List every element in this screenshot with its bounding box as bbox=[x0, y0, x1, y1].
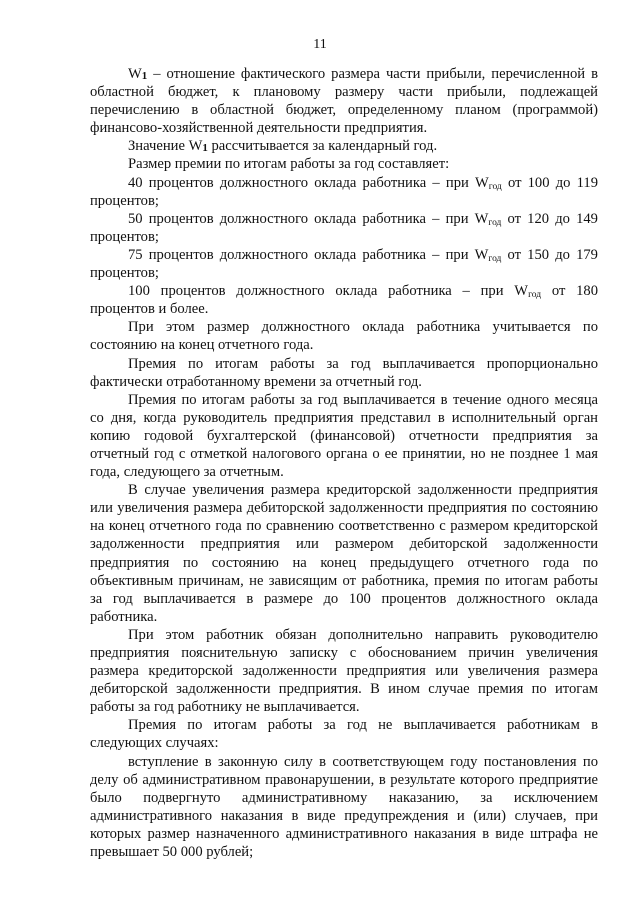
paragraph-explanatory-note: При этом работник обязан дополнительно направить руководителю предприятия пояснительную записку с обоснованием причин увеличения размера кредиторской задолженности предприятия или увеличения размера дебиторской задолженности предприятия. В ином случае премия по итогам работы за год работнику не выплачивается. bbox=[90, 626, 598, 716]
paragraph-bonus-40: 40 процентов должностного оклада работника – при $W_{год}$ от 100 до 119 процентов; bbox=[90, 174, 598, 209]
paragraph-not-paid-intro: Премия по итогам работы за год не выплачивается работникам в следующих случаях: bbox=[90, 717, 598, 752]
paragraph-bonus-intro: Размер премии по итогам работы за год составляет: bbox=[128, 156, 450, 173]
paragraph-payment-term: Премия по итогам работы за год выплачивается в течение одного месяца со дня, когда руководитель предприятия представил в исполнительный орган копию годовой бухгалтерской (финансовой) отчетности предприятия за отчетный год с отметкой налогового органа о ее принятии, но не позднее 1 мая года, следующего за отчетным. bbox=[90, 391, 598, 481]
paragraph-w1-period: Значение W1 рассчитывается за календарный год. bbox=[128, 138, 438, 155]
paragraph-bonus-50: 50 процентов должностного оклада работника – при $W_{год}$ от 120 до 149 процентов; bbox=[90, 210, 598, 245]
paragraph-w1-definition: W1 – отношение фактического размера части прибыли, перечисленной в областной бюджет, к плановому размеру части прибыли, подлежащей перечислению в областной бюджет, определенному планом (программой) финансово-хозяйственной деятельности предприятия. bbox=[90, 66, 598, 137]
paragraph-debt-increase: В случае увеличения размера кредиторской задолженности предприятия или увеличения размера дебиторской задолженности предприятия по состоянию на конец отчетного года по сравнению соответственно с размером кредиторской задолженности предприятия или размером дебиторской задолженности предприятия по состоянию на конец предыдущего отчетного года по объективным причинам, не зависящим от работника, премия по итогам работы за год выплачивается в размере до 100 процентов должностного оклада работника. bbox=[90, 482, 598, 625]
page-number: 11 bbox=[313, 37, 327, 52]
paragraph-proportional: Премия по итогам работы за год выплачивается пропорционально фактически отработанному времени за отчетный год. bbox=[90, 355, 598, 390]
paragraph-bonus-75: 75 процентов должностного оклада работника – при $W_{год}$ от 150 до 179 процентов; bbox=[90, 246, 598, 282]
paragraph-administrative-case: вступление в законную силу в соответствующем году постановления по делу об административном правонарушении, в результате которого предприятие было подвергнуто административному наказанию, за исключением административного наказания в виде предупреждения и (или) случаев, при которых размер назначенного административного наказания в виде штрафа не превышает 50 000 рублей; bbox=[90, 753, 598, 861]
paragraph-bonus-100: 100 процентов должностного оклада работника – при $W_{год}$ от 180 процентов и более. bbox=[90, 283, 598, 318]
paragraph-salary-basis: При этом размер должностного оклада работника учитывается по состоянию на конец отчетного года. bbox=[90, 319, 598, 354]
document-body bbox=[90, 65, 598, 861]
